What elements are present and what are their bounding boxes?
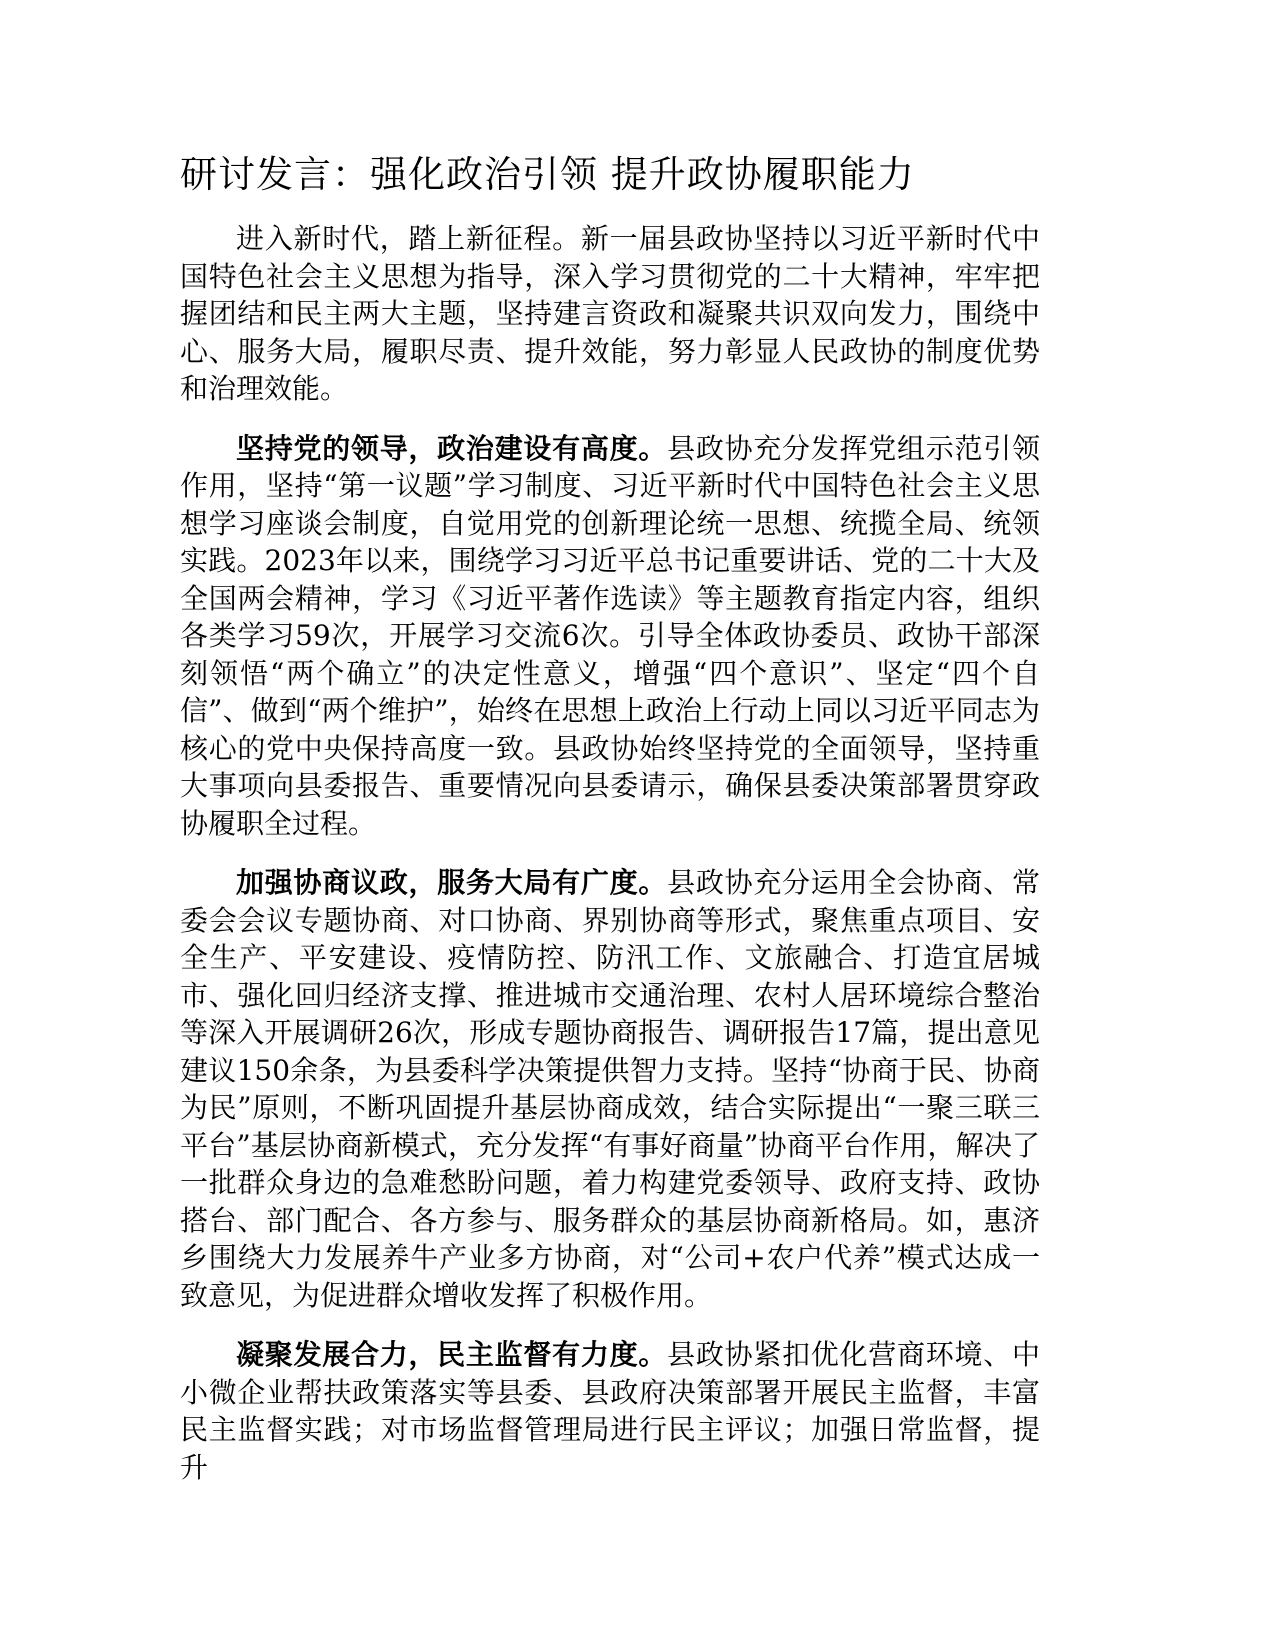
section-body: 县政协充分运用全会协商、常委会会议专题协商、对口协商、界别协商等形式，聚焦重点项目、安全生产、平安建设、疫情防控、防汛工作、文旅融合、打造宜居城市、强化回归经济支撑、推进城市交通治理、农村人居环境综合整治等深入开展调研26次，形成专题协商报告、调研报告17篇，提出意见建议150余条，为县委科学决策提供智力支持。坚持“协商于民、协商为民”原则，不断巩固提升基层协商成效，结合实际提出“一聚三联三平台”基层协商新模式，充分发挥“有事好商量”协商平台作用，解决了一批群众身边的急难愁盼问题，着力构建党委领导、政府支持、政协搭台、部门配合、各方参与、服务群众的基层协商新格局。如，惠济乡围绕大力发展养牛产业多方协商，对“公司+农户代养”模式达成一致意见，为促进群众增收发挥了积极作用。 xyxy=(180,866,1040,1312)
section-paragraph-consultation xyxy=(180,864,1040,1314)
section-body: 县政协紧扣优化营商环境、中小微企业帮扶政策落实等县委、县政府决策部署开展民主监督，丰富民主监督实践；对市场监督管理局进行民主评议；加强日常监督，提升 xyxy=(180,1338,1040,1484)
section-heading: 凝聚发展合力，民主监督有力度。 xyxy=(236,1338,668,1371)
section-paragraph-supervision xyxy=(180,1336,1040,1486)
document-page xyxy=(180,150,1080,1508)
section-heading: 加强协商议政，服务大局有广度。 xyxy=(236,866,668,899)
intro-paragraph: 进入新时代，踏上新征程。新一届县政协坚持以习近平新时代中国特色社会主义思想为指导，深入学习贯彻党的二十大精神，牢牢把握团结和民主两大主题，坚持建言资政和凝聚共识双向发力，围绕中心、服务大局，履职尽责、提升效能，努力彰显人民政协的制度优势和治理效能。 xyxy=(180,222,1040,405)
section-heading: 坚持党的领导，政治建设有高度。 xyxy=(236,431,668,465)
section-body: 县政协充分发挥党组示范引领作用，坚持“第一议题”学习制度、习近平新时代中国特色社会主义思想学习座谈会制度，自觉用党的创新理论统一思想、统揽全局、统领实践。2023年以来，围绕学习习近平总书记重要讲话、党的二十大及全国两会精神，学习《习近平著作选读》等主题教育指定内容，组织各类学习59次，开展学习交流6次。引导全体政协委员、政协干部深刻领悟“两个确立”的决定性意义，增强“四个意识”、坚定“四个自信”、做到“两个维护”，始终在思想上政治上行动上同以习近平同志为核心的党中央保持高度一致。县政协始终坚持党的全面领导，坚持重大事项向县委报告、重要情况向县委请示，确保县委决策部署贯穿政协履职全过程。 xyxy=(180,431,1040,840)
section-paragraph-party-leadership xyxy=(180,430,1040,843)
document-title: 研讨发言：强化政治引领 提升政协履职能力 xyxy=(180,153,915,196)
